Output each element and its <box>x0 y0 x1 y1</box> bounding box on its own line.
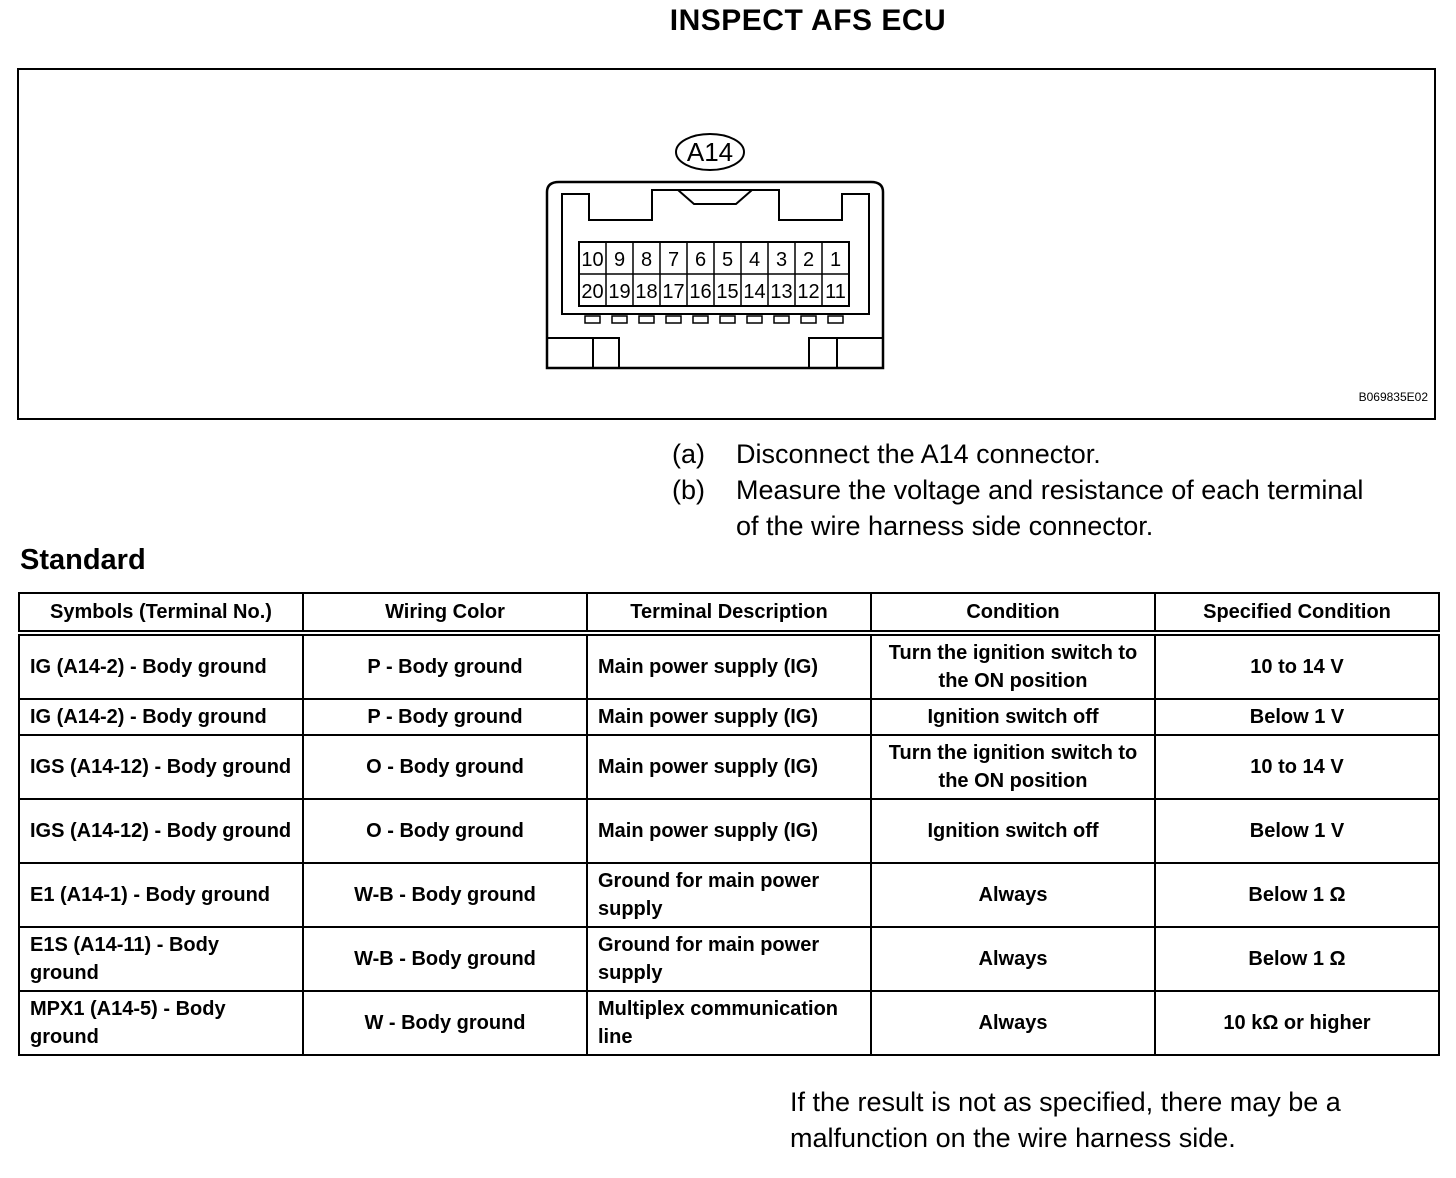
pin-20-label: 20 <box>581 281 604 303</box>
pin-10-label: 10 <box>581 249 604 271</box>
pin-19-label: 19 <box>608 281 631 303</box>
cell-condition: Ignition switch off <box>871 699 1155 735</box>
pin-4-label: 4 <box>748 249 761 271</box>
cell-symbol: E1S (A14-11) - Body ground <box>19 927 303 991</box>
cell-condition: Turn the ignition switch to the ON position <box>871 633 1155 699</box>
pin-17-label: 17 <box>662 281 685 303</box>
table-row <box>19 799 1439 863</box>
pin-14-label: 14 <box>743 281 766 303</box>
cell-wiring-color: W-B - Body ground <box>303 927 587 991</box>
cell-condition: Always <box>871 991 1155 1055</box>
header-condition: Condition <box>871 593 1155 633</box>
cell-wiring-color: O - Body ground <box>303 799 587 863</box>
connector-figure <box>17 68 1436 420</box>
cell-wiring-color: P - Body ground <box>303 633 587 699</box>
cell-specified: Below 1 Ω <box>1155 863 1439 927</box>
table-row <box>19 699 1439 735</box>
pin-tab <box>828 316 843 323</box>
cell-symbol: E1 (A14-1) - Body ground <box>19 863 303 927</box>
specification-table <box>18 592 1440 1056</box>
pin-1-label: 1 <box>829 249 842 271</box>
cell-symbol: IG (A14-2) - Body ground <box>19 633 303 699</box>
cell-symbol: IG (A14-2) - Body ground <box>19 699 303 735</box>
header-wiring-color: Wiring Color <box>303 593 587 633</box>
pin-6-label: 6 <box>694 249 707 271</box>
pin-tab <box>612 316 627 323</box>
pin-tab <box>747 316 762 323</box>
step-b-text: Measure the voltage and resistance of each terminal of the wire harness side connector. <box>736 475 1364 541</box>
table-row <box>19 735 1439 799</box>
cell-symbol: IGS (A14-12) - Body ground <box>19 735 303 799</box>
cell-description: Ground for main power supply <box>587 863 871 927</box>
table-row <box>19 991 1439 1055</box>
table-row <box>19 927 1439 991</box>
step-a-text: Disconnect the A14 connector. <box>736 439 1101 469</box>
pin-18-label: 18 <box>635 281 658 303</box>
cell-condition: Turn the ignition switch to the ON position <box>871 735 1155 799</box>
pin-15-label: 15 <box>716 281 739 303</box>
cell-wiring-color: O - Body ground <box>303 735 587 799</box>
cell-wiring-color: P - Body ground <box>303 699 587 735</box>
header-symbols: Symbols (Terminal No.) <box>19 593 303 633</box>
header-terminal-description: Terminal Description <box>587 593 871 633</box>
figure-code: B069835E02 <box>1358 390 1428 404</box>
pin-tab <box>639 316 654 323</box>
page-title: INSPECT AFS ECU <box>669 4 947 37</box>
pin-tab <box>720 316 735 323</box>
cell-description: Main power supply (IG) <box>587 699 871 735</box>
cell-description: Main power supply (IG) <box>587 799 871 863</box>
cell-wiring-color: W-B - Body ground <box>303 863 587 927</box>
step-b <box>672 472 1376 544</box>
pin-tab <box>585 316 600 323</box>
pin-tab <box>666 316 681 323</box>
cell-symbol: IGS (A14-12) - Body ground <box>19 799 303 863</box>
pin-13-label: 13 <box>770 281 793 303</box>
table-row <box>19 633 1439 699</box>
connector-label-text: A14 <box>686 137 734 167</box>
pin-3-label: 3 <box>775 249 788 271</box>
pin-7-label: 7 <box>667 249 680 271</box>
pin-11-label: 11 <box>825 281 846 303</box>
cell-condition: Always <box>871 863 1155 927</box>
cell-condition: Ignition switch off <box>871 799 1155 863</box>
connector-diagram <box>19 70 1434 418</box>
cell-symbol: MPX1 (A14-5) - Body ground <box>19 991 303 1055</box>
procedure-steps <box>672 436 1376 544</box>
step-a <box>672 436 1376 472</box>
pin-tab <box>693 316 708 323</box>
cell-specified: 10 to 14 V <box>1155 633 1439 699</box>
pin-16-label: 16 <box>689 281 712 303</box>
cell-specified: 10 kΩ or higher <box>1155 991 1439 1055</box>
cell-specified: Below 1 V <box>1155 699 1439 735</box>
pin-9-label: 9 <box>613 249 626 271</box>
pin-tab <box>801 316 816 323</box>
cell-specified: 10 to 14 V <box>1155 735 1439 799</box>
cell-wiring-color: W - Body ground <box>303 991 587 1055</box>
footer-note: If the result is not as specified, there may be a malfunction on the wire harness side. <box>790 1087 1341 1153</box>
standard-label: Standard <box>20 544 146 576</box>
cell-specified: Below 1 V <box>1155 799 1439 863</box>
cell-condition: Always <box>871 927 1155 991</box>
cell-specified: Below 1 Ω <box>1155 927 1439 991</box>
table-header-row <box>19 593 1439 633</box>
table-row <box>19 863 1439 927</box>
pin-2-label: 2 <box>802 249 815 271</box>
cell-description: Multiplex communication line <box>587 991 871 1055</box>
cell-description: Main power supply (IG) <box>587 633 871 699</box>
cell-description: Ground for main power supply <box>587 927 871 991</box>
header-specified-condition: Specified Condition <box>1155 593 1439 633</box>
pin-8-label: 8 <box>640 249 653 271</box>
step-a-letter: (a) <box>672 439 705 469</box>
step-b-letter: (b) <box>672 475 705 505</box>
cell-description: Main power supply (IG) <box>587 735 871 799</box>
pin-5-label: 5 <box>721 249 734 271</box>
pin-12-label: 12 <box>797 281 820 303</box>
pin-tab <box>774 316 789 323</box>
